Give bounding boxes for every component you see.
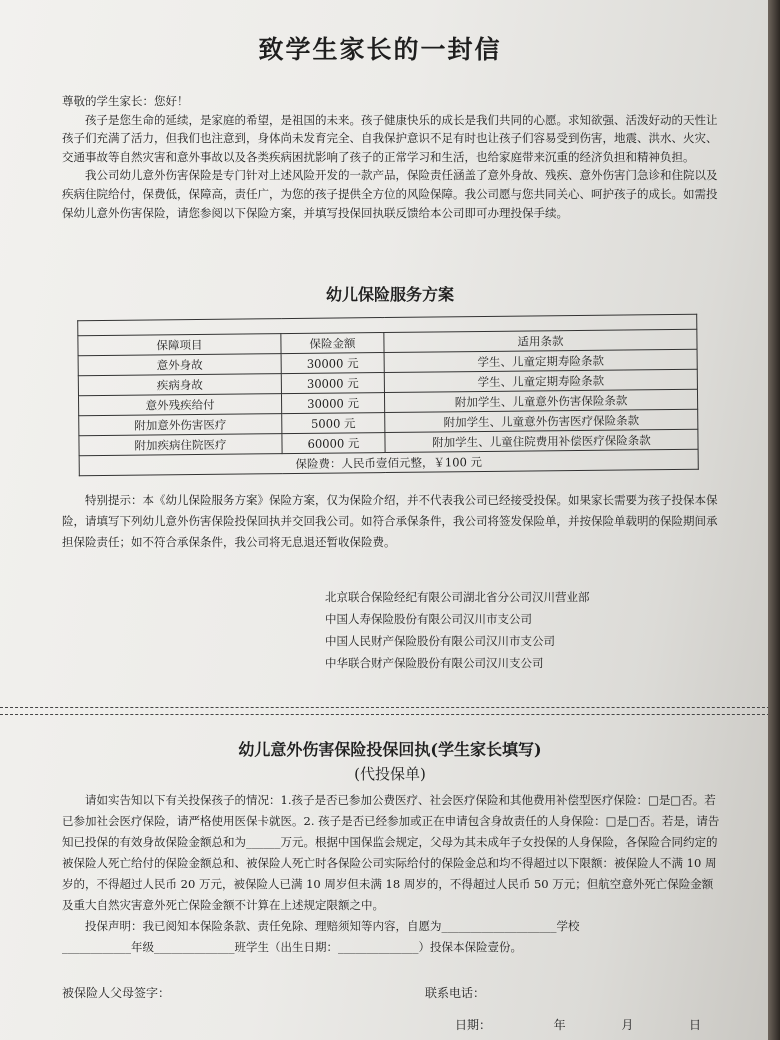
date-year: 年 (553, 1018, 566, 1032)
receipt-title: 幼儿意外伤害保险投保回执(学生家长填写) (238, 740, 542, 759)
coverage-clause: 学生、儿童定期寿险条款 (384, 349, 697, 372)
header-cell: 适用条款 (384, 329, 697, 352)
plan-table (77, 314, 699, 476)
coverage-amount: 30000 元 (281, 393, 384, 414)
coverage-clause: 附加学生、儿童住院费用补偿医疗保险条款 (385, 429, 698, 452)
cut-line (0, 707, 770, 715)
date-field (455, 1016, 701, 1033)
coverage-item: 疾病身故 (78, 374, 281, 396)
coverage-amount: 60000 元 (282, 433, 385, 454)
header-cell: 保险金额 (281, 333, 384, 354)
plan-title: 幼儿保险服务方案 (325, 285, 454, 304)
premium-text: 保险费：人民币壹佰元整，￥100 元 (79, 449, 698, 475)
date-month: 月 (621, 1018, 634, 1032)
company-name: 中国人民财产保险股份有限公司汉川市支公司 (325, 634, 555, 648)
company-list (325, 586, 590, 674)
company-name: 北京联合保险经纪有限公司湖北省分公司汉川营业部 (325, 590, 590, 604)
coverage-amount: 5000 元 (282, 413, 385, 434)
declaration-line: 投保声明：我已阅知本保险条款、责任免除、理赔须知等内容，自愿为____________________学校 (85, 919, 580, 933)
company-name: 中国人寿保险股份有限公司汉川市支公司 (325, 612, 532, 626)
coverage-item: 意外身故 (78, 354, 281, 376)
date-label: 日期： (455, 1018, 492, 1032)
contact-phone-field: 联系电话： (425, 986, 486, 1000)
coverage-clause: 附加学生、儿童意外伤害保险条款 (384, 389, 697, 412)
coverage-item: 附加疾病住院医疗 (79, 434, 282, 456)
coverage-item: 附加意外伤害医疗 (79, 414, 282, 436)
letter-body (62, 92, 722, 222)
coverage-amount: 30000 元 (281, 353, 384, 374)
company-name: 中华联合财产保险股份有限公司汉川支公司 (325, 656, 544, 670)
salutation: 尊敬的学生家长：您好！ (62, 94, 189, 108)
coverage-amount: 30000 元 (281, 373, 384, 394)
header-cell: 保障项目 (78, 334, 281, 356)
coverage-clause: 附加学生、儿童意外伤害医疗保险条款 (385, 409, 698, 432)
parent-signature-field: 被保险人父母签字： (62, 986, 171, 1000)
letter-paragraph-2: 我公司幼儿意外伤害保险是专门针对上述风险开发的一款产品，保险责任涵盖了意外身故、残疾、意外伤害门急诊和住院以及疾病住院给付，保费低，保障高，责任广，为您的孩子提供全方位的风险保障。我公司愿与您共同关心、呵护孩子的成长。如需投保幼儿意外伤害保险，请您参阅以下保险方案，并填写投保回执联反馈给本公司即可办理投保手续。 (62, 168, 718, 220)
paper-edge-shadow (768, 0, 780, 1040)
coverage-clause: 学生、儿童定期寿险条款 (384, 369, 697, 392)
letter-paragraph-1: 孩子是您生命的延续，是家庭的希望，是祖国的未来。孩子健康快乐的成长是我们共同的心愿。求知欲强、活泼好动的天性让孩子们充满了活力，但我们也注意到，身体尚未发育完全、自我保护意识不足有时也让孩子们容易受到伤害，地震、洪水、火灾、交通事故等自然灾害和意外事故以及各类疾病困扰影响了孩子的正常学习和生活，也给家庭带来沉重的经济负担和精神负担。 (62, 112, 718, 164)
receipt-subtitle: (代投保单) (354, 765, 426, 783)
receipt-paragraph: 请如实告知以下有关投保孩子的情况：1.孩子是否已参加公费医疗、社会医疗保险和其他费用补偿型医疗保险：□是□否。若已参加社会医疗保险，请严格使用医保卡就医。2. 孩子是否已经参加或正在申请包含身故责任的人身保险：□是□否。若是，请告知已投保的有效身故保险金额总和为______万元。根据中国保监会规定，父母为其未成年子女投保的人身保险，各保险合同约定的被保险人死亡给付的保险金额总和、被保险人死亡时各保险公司实际给付的保险金总和均不得超过以下限额：被保险人不满 10 周岁的，不得超过人民币 20 万元，被保险人已满 10 周岁但未满 18 周岁的，不得超过人民币 50 万元；但航空意外死亡保险金额及重大自然灾害意外死亡保险金额不计算在上述规定限额之中。 (62, 793, 720, 912)
special-notice: 特别提示：本《幼儿保险服务方案》保险方案，仅为保险介绍，并不代表我公司已经接受投保。如果家长需要为孩子投保本保险，请填写下列幼儿意外伤害保险投保回执并交回我公司。如符合承保条件，我公司将签发保险单，并按保险单载明的保险期间承担保险责任；如不符合承保条件，我公司将无息退还暂收保险费。 (62, 493, 718, 549)
letter-title: 致学生家长的一封信 (258, 35, 502, 64)
receipt-body (62, 790, 722, 958)
date-day: 日 (689, 1018, 702, 1032)
declaration-line-2: ____________年级______________班学生（出生日期：______________）投保本保险壹份。 (62, 940, 522, 954)
coverage-item: 意外残疾给付 (78, 394, 281, 416)
